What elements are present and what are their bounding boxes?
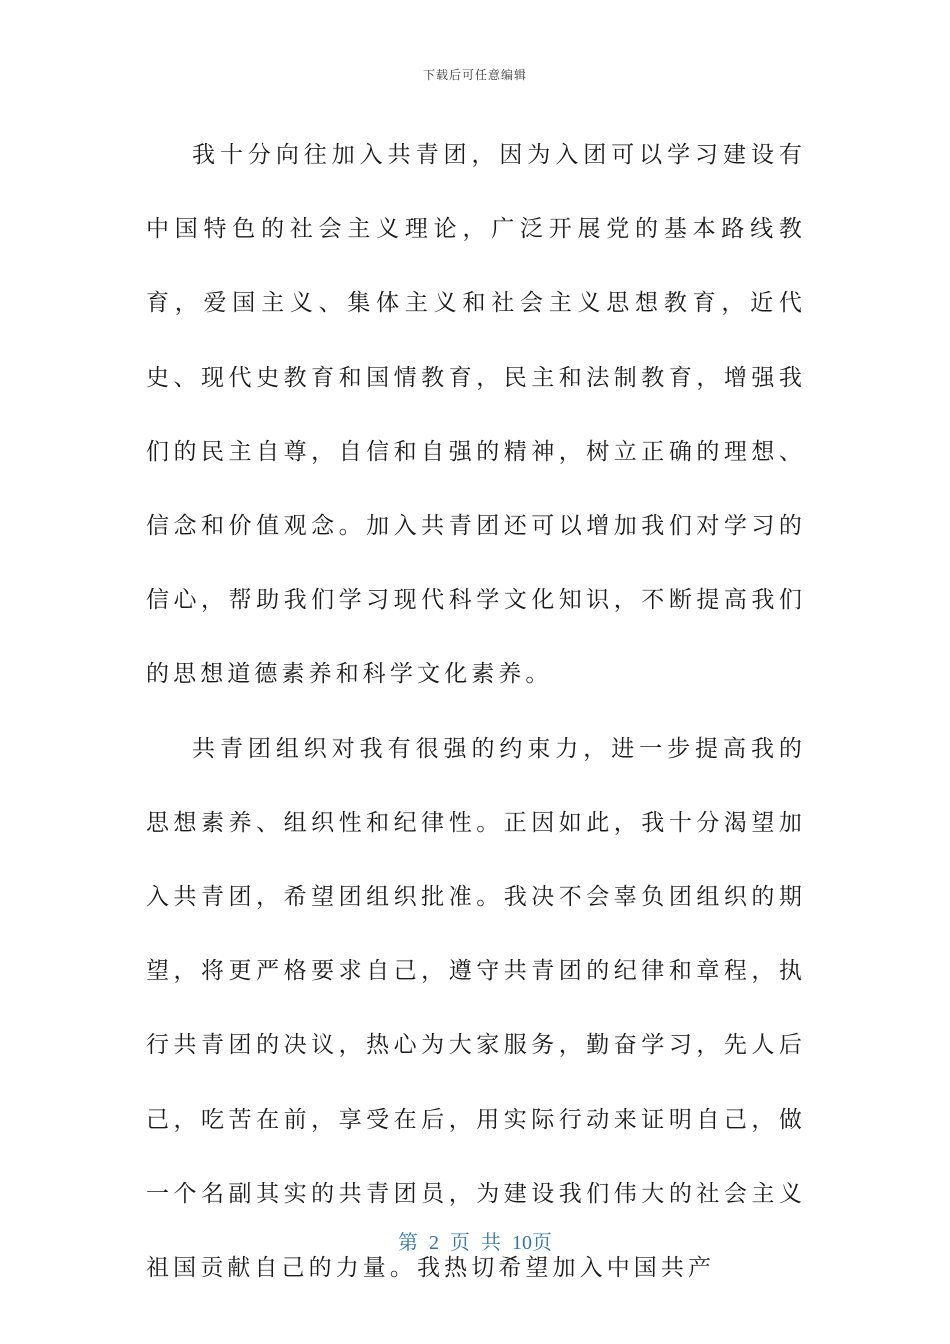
paragraph-1: 我十分向往加入共青团，因为入团可以学习建设有中国特色的社会主义理论，广泛开展党的基本路线教育，爱国主义、集体主义和社会主义思想教育，近代史、现代史教育和国情教育，民主和法制教育，增强我们的民主自尊，自信和自强的精神，树立正确的理想、信念和价值观念。加入共青团还可以增加我们对学习的信心，帮助我们学习现代科学文化知识，不断提高我们的思想道德素养和科学文化素养。: [146, 142, 806, 688]
page-header: 下载后可任意编辑: [422, 68, 527, 82]
document-body: [146, 118, 806, 1305]
paragraph-2: 共青团组织对我有很强的约束力，进一步提高我的思想素养、组织性和纪律性。正因如此，我十分渴望加入共青团，希望团组织批准。我决不会辜负团组织的期望，将更严格要求自己，遵守共青团的纪律和章程，执行共青团的决议，热心为大家服务，勤奋学习，先人后己，吃苦在前，享受在后，用实际行动来证明自己，做一个名副其实的共青团员，为建设我们伟大的社会主义祖国贡献自己的力量。我热切希望加入中国共产: [146, 735, 806, 1282]
page-number-footer: 第 2 页 共 10页: [398, 1232, 552, 1254]
